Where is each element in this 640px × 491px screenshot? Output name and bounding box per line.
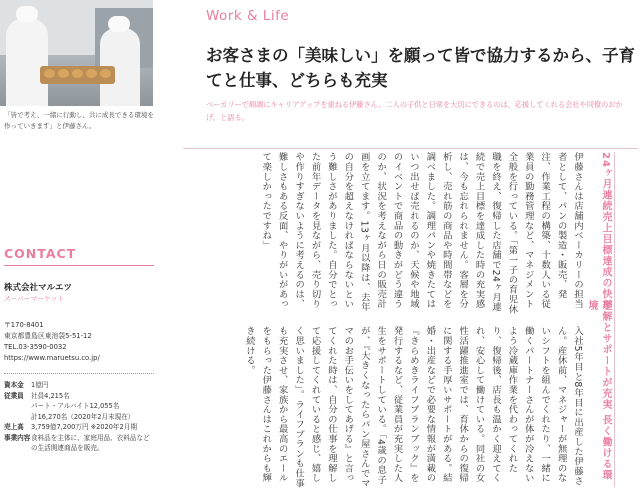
article-body [175,152,585,488]
info-row [4,433,156,454]
info-value: パート・アルバイト12,055名 [31,402,120,410]
body-paragraph-support: 入社5年目と8年目に出産した伊藤さん。産休前、マネジャーが無理のないシフトを組んでくれたり、一緒に働くパートナーさんが体が冷えないよう冷蔵庫作業を代わってくれたり、復帰後、店長も温かく迎えてくれ、安心して働けている。同社の女性活躍推進室では、育休からの復帰に関する手厚いサポートがある。結婚・出産などで必要な情報が満載の『きらめきライフプランブック』を発行するなど、従業員が充実した人生をサポートしている。「4歳の息子が、『大きくなったらパン屋さんでママのお手伝いをしてあげる』と言ってくれた時は、自分の仕事を理解して応援してくれていると感じ、嬉しく思いました」。ライフプランも仕事も充実させ、家族から最高のエールをもらった伊藤さんはこれからも輝き続ける。 [243,326,583,488]
info-value: 1億円 [31,381,49,389]
info-value: 食料品を主体に、家庭用品、衣料品などの生活関連商品を販売。 [31,433,150,452]
article-title: お客さまの「美味しい」を願って皆で協力するから、子育てと仕事、どちらも充実 [206,46,635,90]
info-row [4,380,156,391]
company-type: スーパーマーケット [4,295,65,303]
info-key: 売上高 [4,423,24,431]
staff-photo [0,0,153,106]
body-paragraph-sales: 伊藤さんは店舗内ベーカリーの担当者として、パンの製造・販売、発注、作業工程の構築、十数人いる従業員の勤務管理など、マネジメント全般を行っている。「第一子の育児休職を終え、復帰した店舗で24ヶ月連続で売上目標を達成した時の充実感は、今も忘れられません。客層を分析し、売れ筋の商品や時間帯などを調べました。調理パンや焼きたてはいつ出せば売れるのか、天候や地域のイベントで商品の動きがどう違うのか、状況を考えながら日の販売計画を立てます。13ヶ月以降は、去年の自分を超えなければならないという難しさがありました。自分でとった前年データを見ながら、売り切りや作りすぎないように考えるのは、難しさもある反面、やりがいがあって楽しかったですね」 [260,152,583,314]
company-url[interactable]: https://www.maruetsu.co.jp/ [4,354,100,362]
contact-divider [4,265,154,266]
subheading-support: 理解とサポートが充実 長く働ける環境 [586,300,611,481]
company-address [4,320,154,364]
info-row [4,412,156,423]
company-info [4,380,156,454]
street-address: 東京都豊島区東池袋5-51-12 [4,332,92,340]
info-row [4,401,156,412]
info-value: 計16,270名（2020年2月末現在） [31,412,135,421]
subheadings [586,152,640,487]
info-key: 従業員 [4,391,24,400]
info-key: 事業内容 [4,433,31,442]
contact-heading: CONTACT [4,246,77,261]
photo-caption: 「皆で考え、一緒に行動し、共に成長できる環境を作っていきます」と伊藤さん。 [4,111,154,130]
subheading-sales: 24ヶ月連続売上目標達成の快挙 [600,152,611,311]
section-label: Work & Life [206,8,290,24]
info-value: 3,759億7,200万円 ※2020年2月期 [31,423,137,431]
postal-code: 〒170-8401 [4,321,44,329]
info-row [4,422,156,433]
info-row [4,391,156,402]
column-rule [614,152,615,487]
info-key [4,412,31,423]
info-key: 資本金 [4,381,24,389]
info-value: 社員4,215名 [31,391,70,400]
header-divider [183,148,638,149]
article-lead: ベーカリーで順調にキャリアアップを重ねる伊藤さん。二人の子供と日常を大切にできるのは、応援してくれる会社や同僚のおかげ、と語る。 [206,100,623,122]
info-key [4,401,31,412]
phone-number: TEL.03-3590-0032 [4,343,67,351]
company-name: 株式会社マルエツ [4,283,73,293]
info-divider [4,373,154,374]
